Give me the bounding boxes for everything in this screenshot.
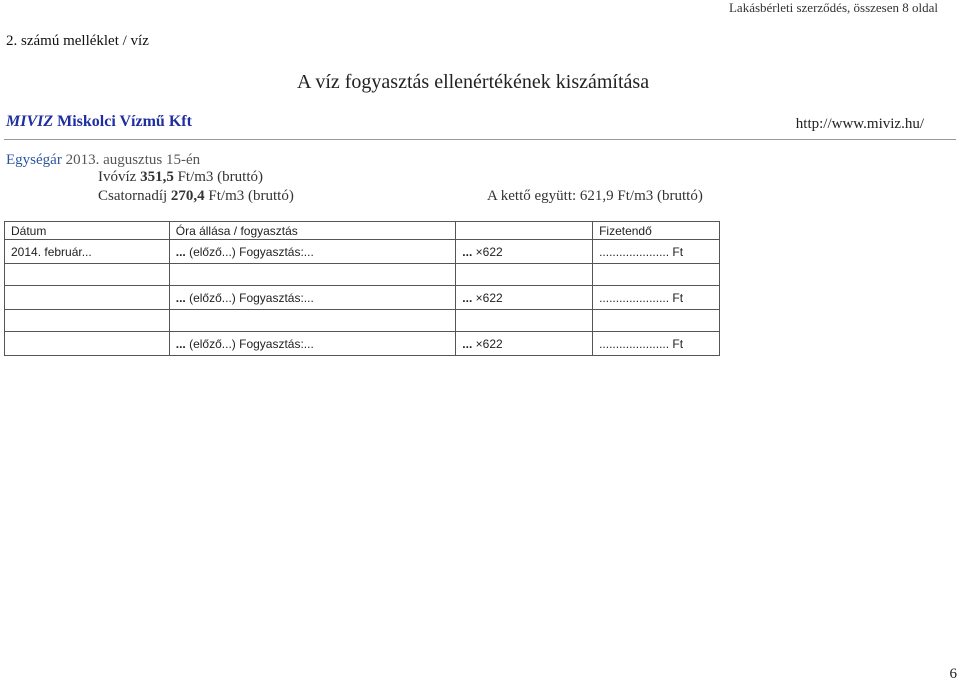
water-label: Ivóvíz	[98, 169, 137, 185]
header-meter: Óra állása / fogyasztás	[169, 222, 456, 240]
header-multiplier	[456, 222, 593, 240]
table-row	[5, 286, 720, 310]
header-date: Dátum	[5, 222, 170, 240]
unit-price-label: Egységár	[6, 152, 62, 168]
water-price-unit: Ft/m3 (bruttó)	[177, 169, 263, 185]
unit-price-date: 2013. augusztus 15-én	[65, 152, 201, 168]
sewer-price-value: 270,4	[170, 188, 205, 204]
water-price-value: 351,5	[140, 169, 174, 185]
company-brand: MIVIZ	[6, 113, 54, 130]
table-spacer-row	[5, 310, 720, 332]
page-number: 6	[949, 666, 957, 682]
table-row	[5, 332, 720, 356]
annex-label: 2. számú melléklet / víz	[6, 33, 149, 49]
row-multiplier[interactable]: ... ×622	[456, 332, 593, 356]
row-date[interactable]	[5, 286, 170, 310]
row-payable[interactable]: ..................... Ft	[593, 332, 720, 356]
consumption-table	[4, 221, 720, 356]
row-date[interactable]	[5, 332, 170, 356]
sewer-price-line	[98, 188, 294, 205]
sewer-label: Csatornadíj	[98, 188, 168, 204]
row-payable[interactable]: ..................... Ft	[593, 286, 720, 310]
sewer-price-unit: Ft/m3 (bruttó)	[208, 188, 294, 204]
header-payable: Fizetendő	[593, 222, 720, 240]
row-meter[interactable]: ... (előző...) Fogyasztás:...	[169, 286, 456, 310]
document-header-note: Lakásbérleti szerződés, összesen 8 oldal	[728, 0, 938, 15]
company-full-name: Miskolci Vízmű Kft	[57, 113, 192, 130]
page-title: A víz fogyasztás ellenértékének kiszámítása	[297, 71, 650, 93]
table-row	[5, 240, 720, 264]
table-spacer-row	[5, 264, 720, 286]
row-multiplier[interactable]: ... ×622	[456, 240, 593, 264]
row-meter[interactable]: ... (előző...) Fogyasztás:...	[169, 240, 456, 264]
header-divider	[4, 139, 956, 140]
water-price-line	[98, 169, 263, 186]
combined-price: A kettő együtt: 621,9 Ft/m3 (bruttó)	[487, 188, 703, 204]
row-meter[interactable]: ... (előző...) Fogyasztás:...	[169, 332, 456, 356]
row-multiplier[interactable]: ... ×622	[456, 286, 593, 310]
company-url[interactable]: http://www.miviz.hu/	[795, 116, 924, 132]
row-date[interactable]: 2014. február...	[5, 240, 170, 264]
row-payable[interactable]: ..................... Ft	[593, 240, 720, 264]
table-header-row	[5, 222, 720, 240]
unit-price-line	[6, 152, 200, 169]
company-name	[6, 113, 192, 131]
